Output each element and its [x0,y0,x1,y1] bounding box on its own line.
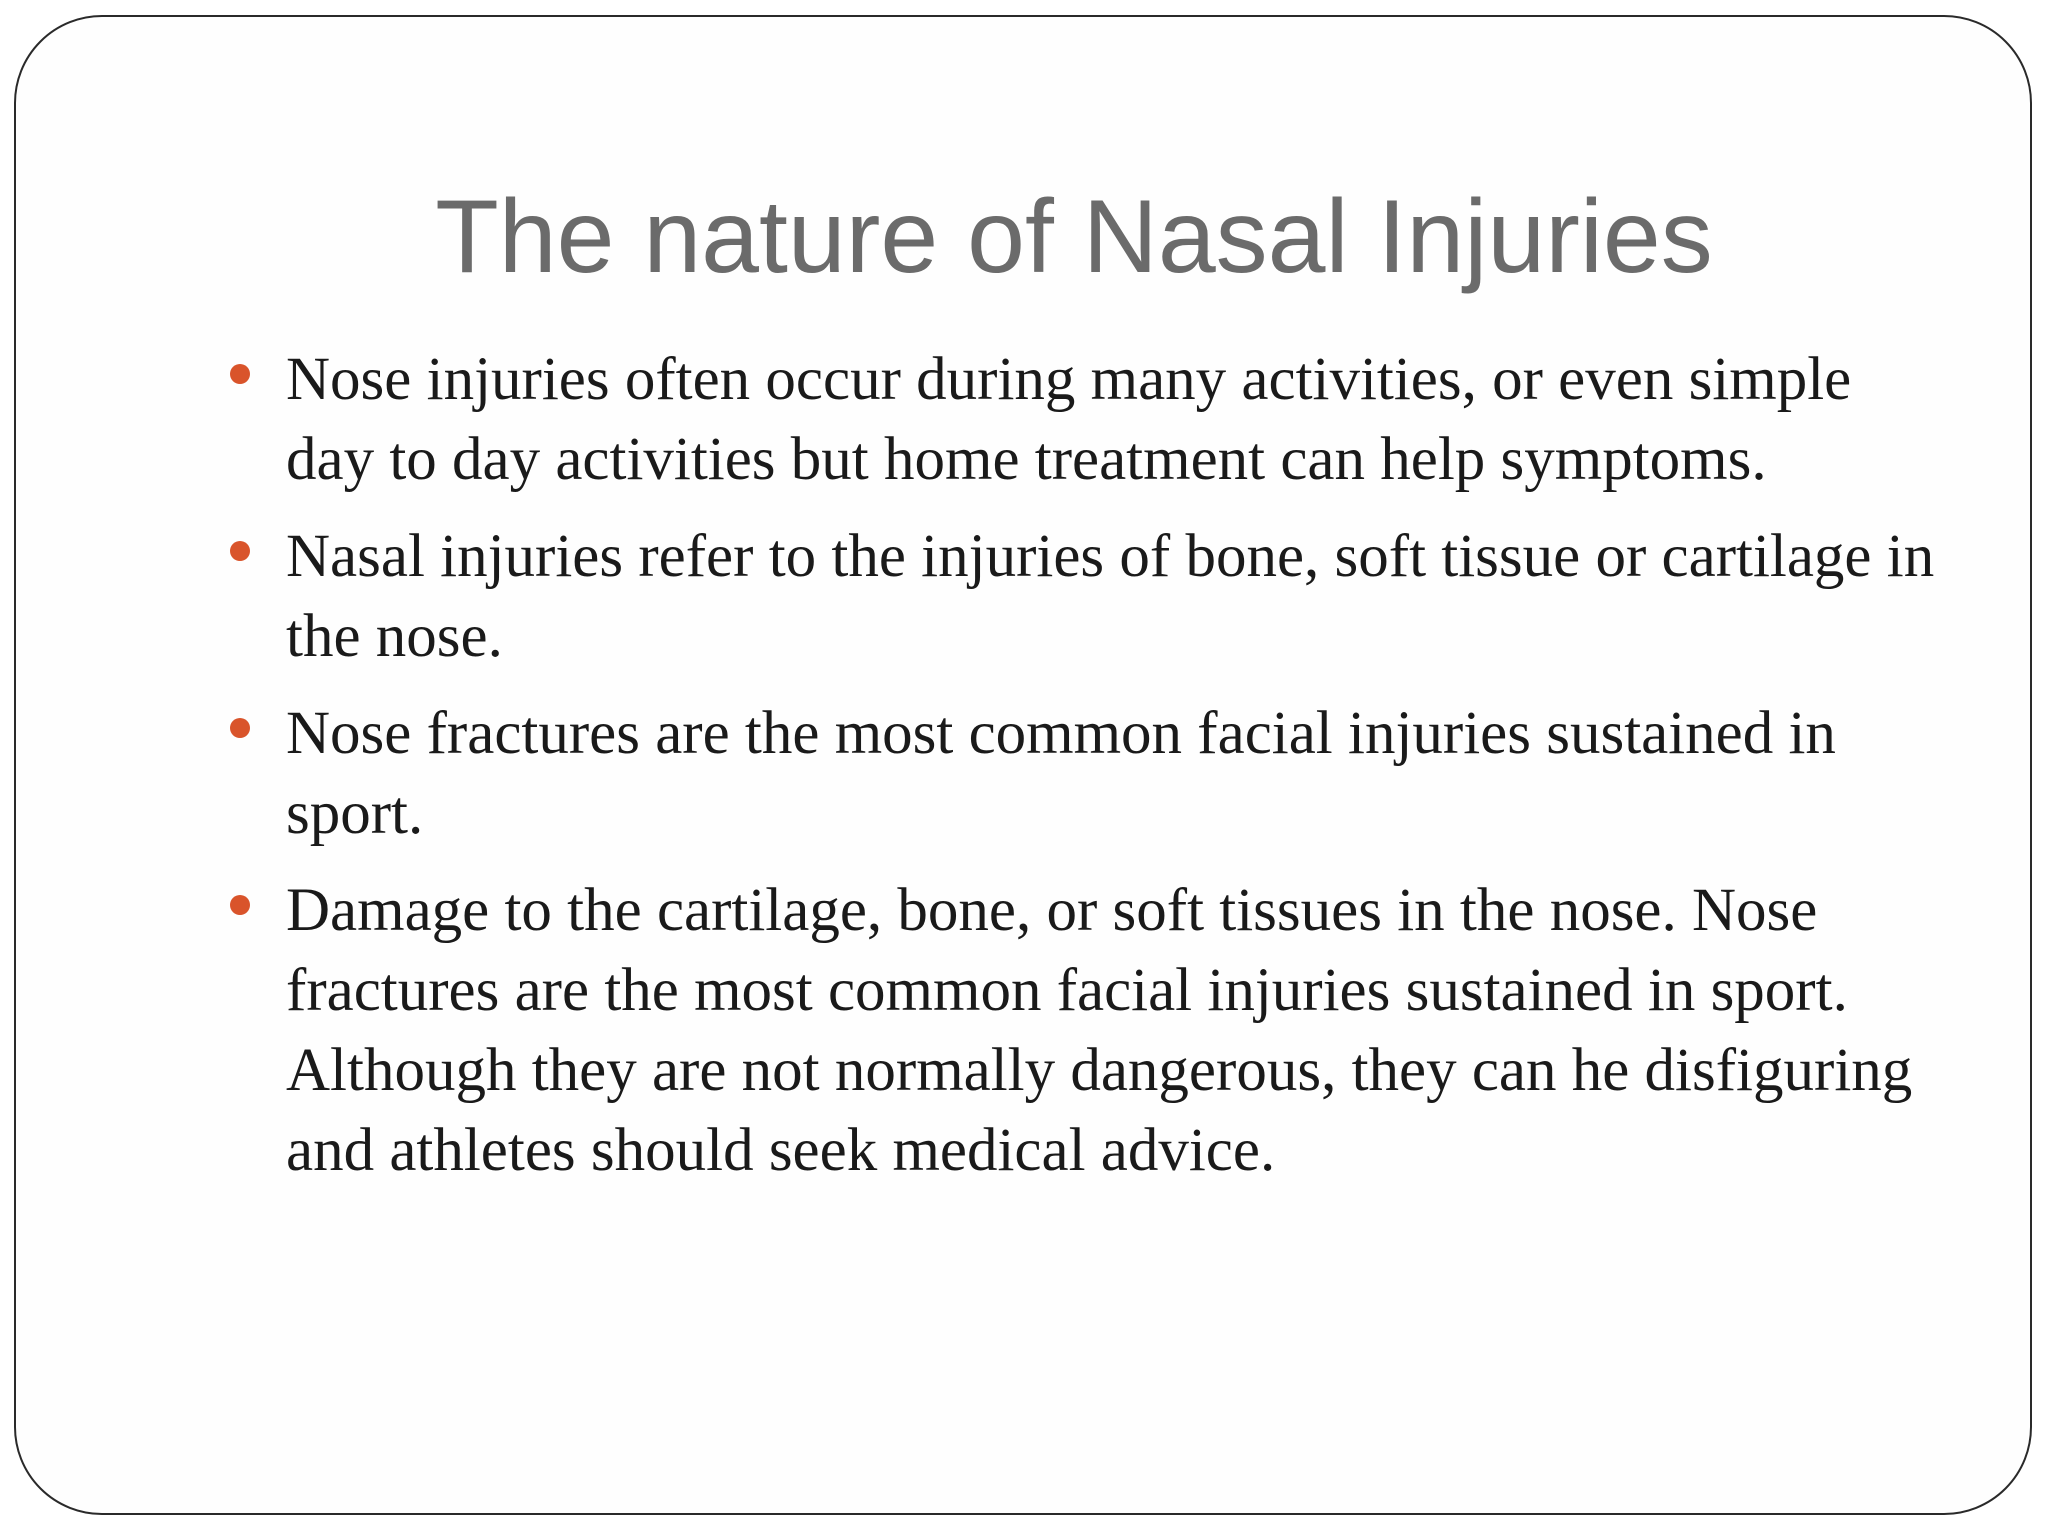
bullet-text: Nose fractures are the most common facial injuries sustained in sport. [286,700,1836,847]
bullet-item [228,517,1948,677]
bullet-item [228,871,1948,1191]
bullet-text: Nose injuries often occur during many activities, or even simple day to day activities but home treatment can help symptoms. [286,346,1852,493]
bullet-dot-icon [230,895,250,915]
bullet-list [228,340,1948,1208]
slide-title: The nature of Nasal Injuries [435,179,1713,295]
bullet-item [228,694,1948,854]
bullet-text: Damage to the cartilage, bone, or soft tissues in the nose. Nose fractures are the most common facial injuries sustained in sport. Although they are not normally dangerous, they can he disfiguring and athletes should seek medical advice. [286,877,1913,1184]
bullet-dot-icon [230,541,250,561]
bullet-text: Nasal injuries refer to the injuries of bone, soft tissue or cartilage in the nose. [286,523,1935,670]
bullet-dot-icon [230,718,250,738]
bullet-dot-icon [230,364,250,384]
bullet-item [228,340,1948,500]
